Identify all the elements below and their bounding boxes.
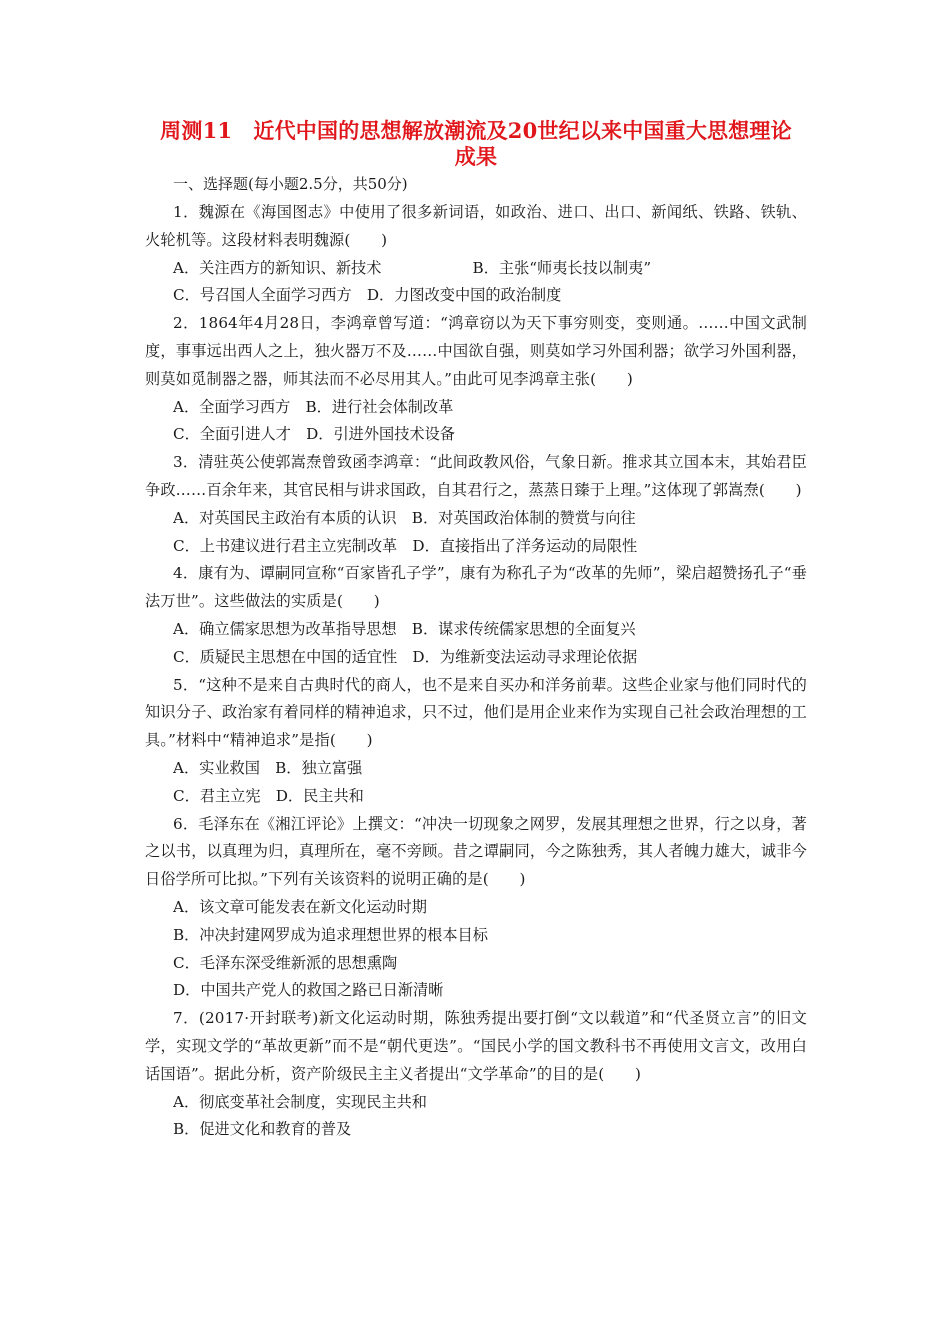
option-row: C．号召国人全面学习西方 D．力图改变中国的政治制度 — [173, 286, 562, 305]
option-row: B．促进文化和教育的普及 — [173, 1120, 352, 1139]
question-3 — [145, 449, 807, 560]
question-4 — [145, 560, 807, 671]
question-7 — [145, 1005, 807, 1144]
option-row: C．上书建议进行君主立宪制改革 D．直接指出了洋务运动的局限性 — [173, 536, 638, 555]
question-stem: 6．毛泽东在《湘江评论》上撰文：“冲决一切现象之网罗，发展其理想之世界，行之以身，著之以书，以真理为归，真理所在，毫不旁顾。昔之谭嗣同，今之陈独秀，其人者魄力雄大，诚非今日俗学所可比拟。”下列有关该资料的说明正确的是( ) — [145, 814, 807, 889]
question-stem: 1．魏源在《海国图志》中使用了很多新词语，如政治、进口、出口、新闻纸、铁路、铁轨、火轮机等。这段材料表明魏源( ) — [145, 203, 807, 249]
option-row: A．实业救国 B．独立富强 — [173, 758, 363, 777]
question-6 — [145, 811, 807, 1006]
title-line-1: 周测11 近代中国的思想解放潮流及20世纪以来中国重大思想理论 — [160, 118, 792, 143]
option-row: D．中国共产党人的救国之路已日渐清晰 — [173, 981, 444, 1000]
question-stem: 7．(2017·开封联考)新文化运动时期，陈独秀提出要打倒“文以载道”和“代圣贤立言”的旧文学，实现文学的“革故更新”而不是“朝代更迭”。“国民小学的国文教科书不再使用文言文，改用白话国语”。据此分析，资产阶级民主主义者提出“文学革命”的目的是( ) — [145, 1009, 807, 1083]
option-row: C．全面引进人才 D．引进外国技术设备 — [173, 425, 455, 444]
option-row: C．质疑民主思想在中国的适宜性 D．为维新变法运动寻求理论依据 — [173, 647, 638, 666]
question-5 — [145, 672, 807, 811]
question-stem: 2．1864年4月28日，李鸿章曾写道：“鸿章窃以为天下事穷则变，变则通。……中国文武制度，事事远出西人之上，独火器万不及……中国欲自强，则莫如学习外国利器；欲学习外国利器，则莫如觅制器之器，师其法而不必尽用其人。”由此可见李鸿章主张( ) — [145, 314, 807, 388]
option-row: A．彻底变革社会制度，实现民主共和 — [173, 1092, 427, 1111]
document-page — [145, 118, 807, 1144]
section-heading: 一、选择题(每小题2.5分，共50分) — [173, 175, 408, 193]
page-title — [145, 118, 807, 170]
title-line-2: 成果 — [454, 144, 498, 169]
question-stem: 3．清驻英公使郭嵩焘曾致函李鸿章：“此间政教风俗，气象日新。推求其立国本末，其始君臣争政……百余年来，其官民相与讲求国政，自其君行之，蒸蒸日臻于上理。”这体现了郭嵩焘( ) — [145, 453, 807, 499]
question-1 — [145, 199, 807, 310]
question-2 — [145, 310, 807, 449]
question-stem: 5．“这种不是来自古典时代的商人，也不是来自买办和洋务前辈。这些企业家与他们同时代的知识分子、政治家有着同样的精神追求，只不过，他们是用企业来作为实现自己社会政治理想的工具。”材料中“精神追求”是指( ) — [145, 675, 807, 750]
option-row: A．关注西方的新知识、新技术 B．主张“师夷长技以制夷” — [173, 258, 652, 277]
option-row: A．确立儒家思想为改革指导思想 B．谋求传统儒家思想的全面复兴 — [173, 619, 636, 638]
option-row: B．冲决封建网罗成为追求理想世界的根本目标 — [173, 925, 488, 944]
option-row: A．全面学习西方 B．进行社会体制改革 — [173, 397, 454, 416]
question-stem: 4．康有为、谭嗣同宣称“百家皆孔子学”，康有为称孔子为“改革的先师”，梁启超赞扬孔子“垂法万世”。这些做法的实质是( ) — [145, 564, 807, 611]
option-row: C．君主立宪 D．民主共和 — [173, 786, 364, 805]
option-row: A．对英国民主政治有本质的认识 B．对英国政治体制的赞赏与向往 — [173, 508, 636, 527]
option-row: A．该文章可能发表在新文化运动时期 — [173, 897, 427, 916]
option-row: C．毛泽东深受维新派的思想熏陶 — [173, 953, 398, 972]
